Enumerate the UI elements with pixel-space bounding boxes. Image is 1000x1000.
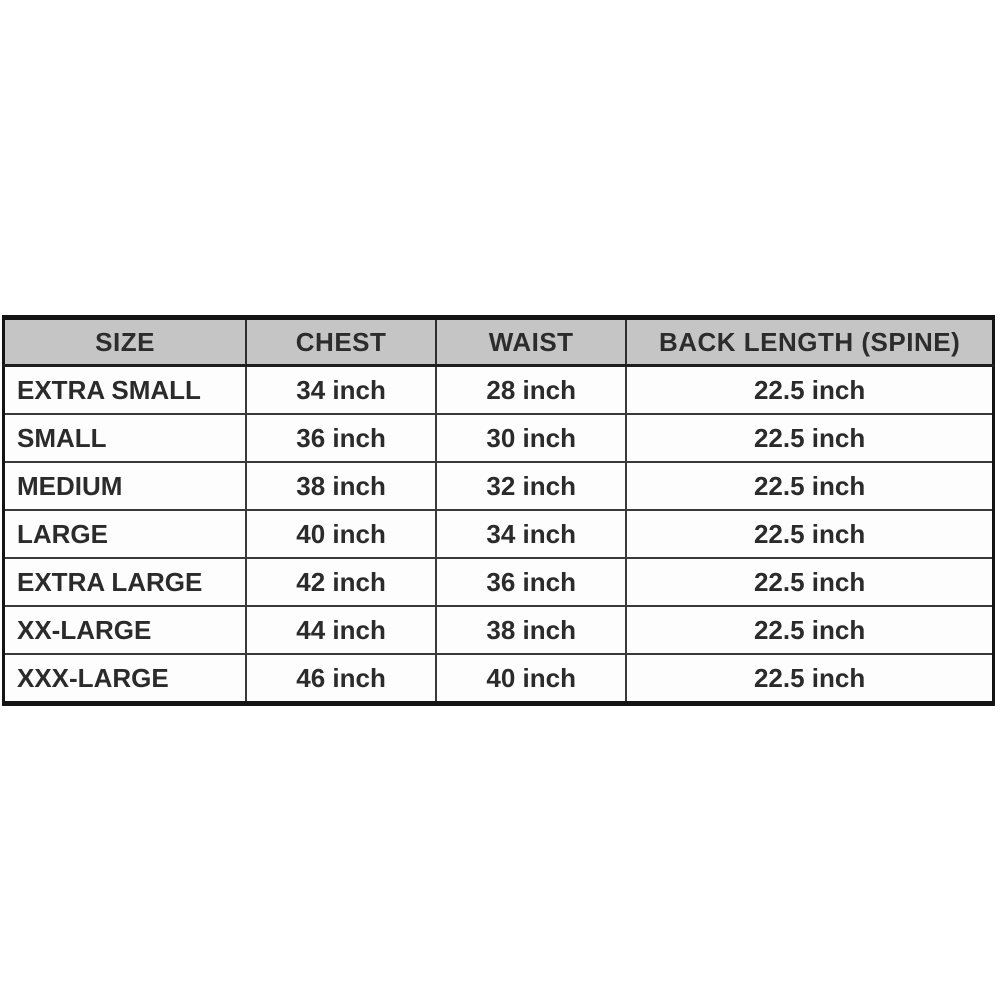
cell-chest: 46 inch [246,654,436,704]
cell-back-length: 22.5 inch [626,558,993,606]
cell-waist: 36 inch [436,558,626,606]
cell-waist: 30 inch [436,414,626,462]
cell-size: XX-LARGE [4,606,247,654]
cell-waist: 28 inch [436,366,626,415]
table-row-extra-large [4,558,994,606]
table-row-medium [4,462,994,510]
size-chart-table [2,315,995,706]
cell-waist: 32 inch [436,462,626,510]
cell-chest: 40 inch [246,510,436,558]
cell-waist: 38 inch [436,606,626,654]
header-chest: CHEST [246,318,436,366]
cell-chest: 42 inch [246,558,436,606]
table-row-small [4,414,994,462]
cell-back-length: 22.5 inch [626,366,993,415]
cell-size: EXTRA SMALL [4,366,247,415]
cell-back-length: 22.5 inch [626,414,993,462]
size-chart-header [4,318,994,366]
cell-waist: 34 inch [436,510,626,558]
cell-chest: 38 inch [246,462,436,510]
cell-size: MEDIUM [4,462,247,510]
table-row-extra-small [4,366,994,415]
cell-waist: 40 inch [436,654,626,704]
cell-chest: 36 inch [246,414,436,462]
cell-size: SMALL [4,414,247,462]
header-waist: WAIST [436,318,626,366]
header-size: SIZE [4,318,247,366]
cell-back-length: 22.5 inch [626,510,993,558]
cell-back-length: 22.5 inch [626,462,993,510]
header-row [4,318,994,366]
size-chart-body [4,366,994,704]
cell-size: XXX-LARGE [4,654,247,704]
cell-back-length: 22.5 inch [626,654,993,704]
table-row-xxx-large [4,654,994,704]
size-chart-container [2,315,995,706]
cell-back-length: 22.5 inch [626,606,993,654]
table-row-xx-large [4,606,994,654]
cell-chest: 34 inch [246,366,436,415]
cell-chest: 44 inch [246,606,436,654]
header-back-length: BACK LENGTH (SPINE) [626,318,993,366]
table-row-large [4,510,994,558]
cell-size: EXTRA LARGE [4,558,247,606]
cell-size: LARGE [4,510,247,558]
